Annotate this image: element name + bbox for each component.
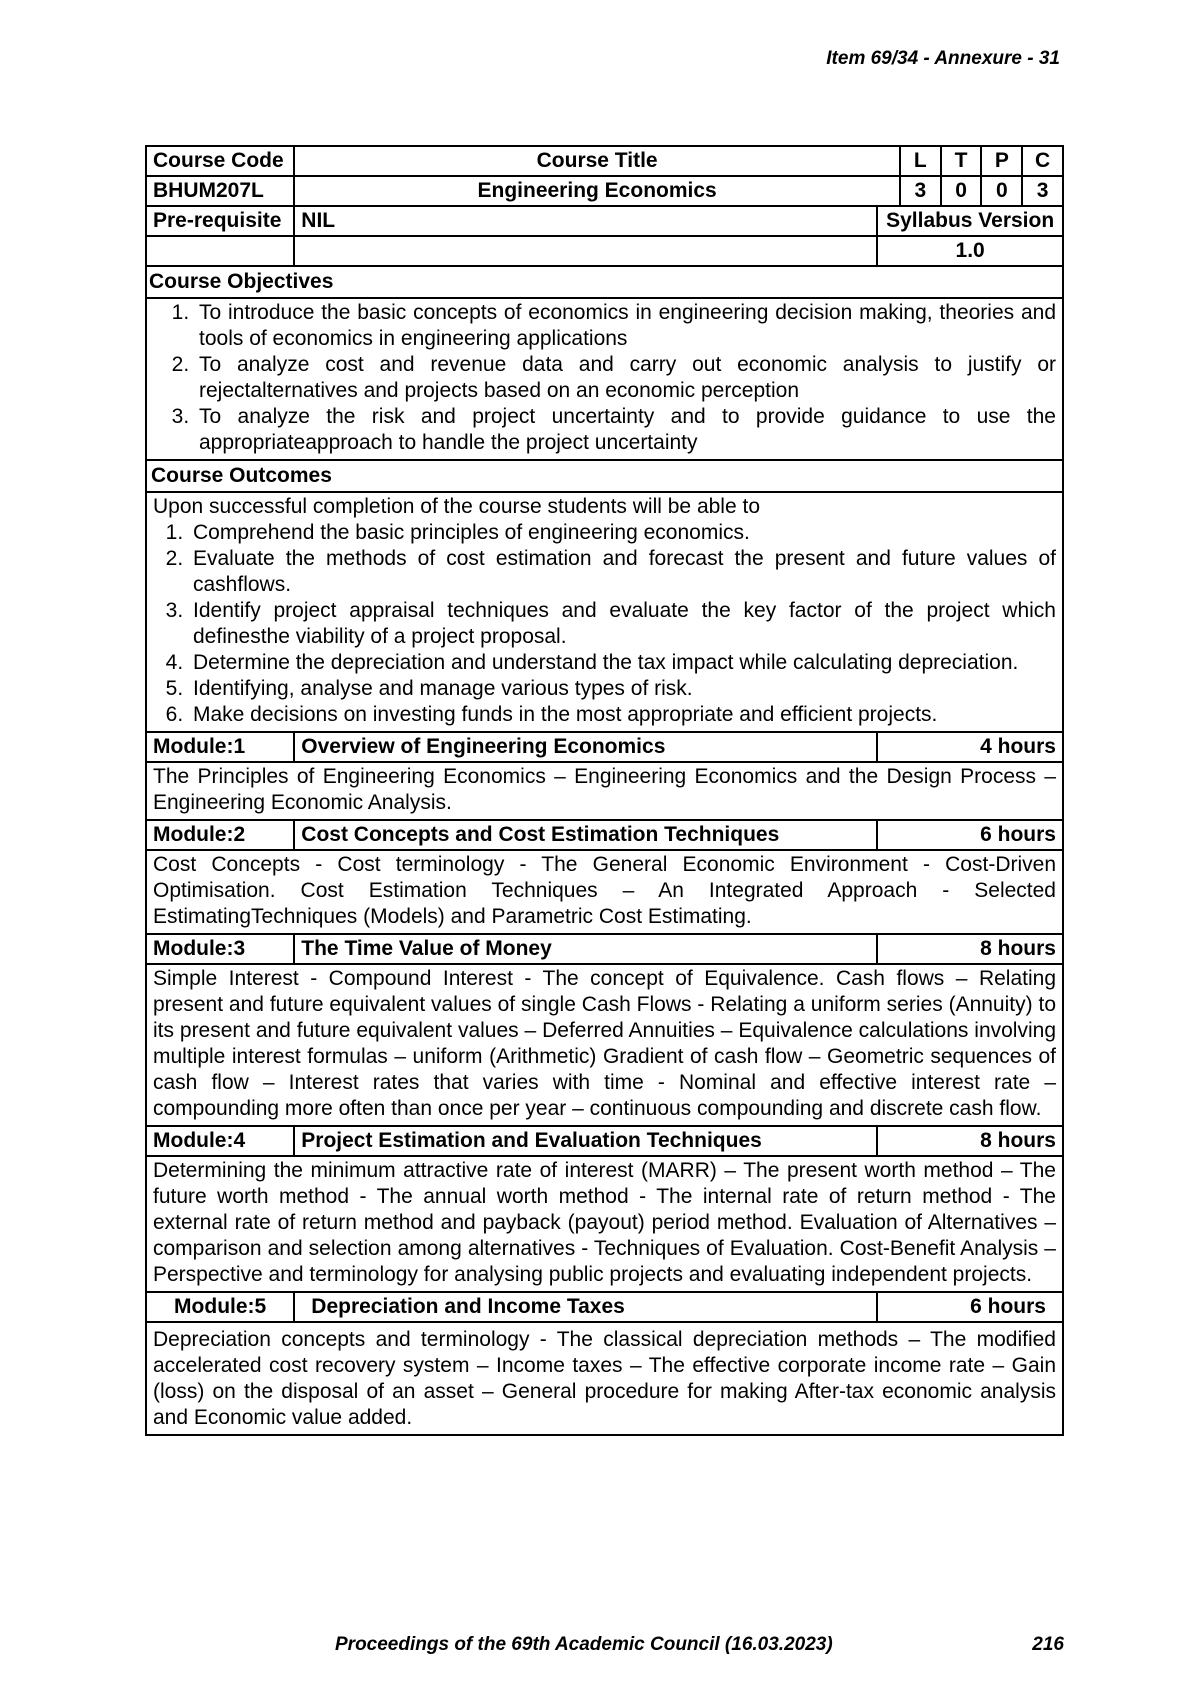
P-value: 0 [981,176,1022,206]
module-header-row [146,934,1063,964]
module-header-row [146,1292,1063,1322]
outcomes-list [153,520,1056,728]
objectives-body-row [146,298,1063,460]
prereq-value: NIL [294,206,877,236]
module-content: Depreciation concepts and terminology - The classical depreciation methods – The modified accelerated cost recovery system – Income taxes – The effective corporate income rate – Gain (loss) on the disposal of an asset – General procedure for making After-tax economic analysis and Economic value added. [146,1322,1063,1435]
module-label: Module:4 [146,1126,294,1156]
module-title: Overview of Engineering Economics [294,732,877,762]
module-label: Module:1 [146,732,294,762]
syllabus-version-label: Syllabus Version [877,206,1063,236]
module-label: Module:2 [146,820,294,850]
version-row [146,236,1063,266]
outcomes-body [146,492,1063,732]
course-code-label: Course Code [146,146,294,176]
outcomes-heading-row [146,460,1063,492]
module-body-row [146,1156,1063,1292]
outcome-item: 6. Make decisions on investing funds in the most appropriate and efficient projects. [189,702,1056,728]
module-hours: 6 hours [877,1292,1063,1322]
objective-item: 1. To introduce the basic concepts of economics in engineering decision making, theories and tools of economics in engineering applications [195,300,1056,352]
prereq-row [146,206,1063,236]
outcome-item: 1. Comprehend the basic principles of engineering economics. [189,520,1056,546]
header-item-reference: Item 69/34 - Annexure - 31 [826,48,1060,69]
outcomes-heading: Course Outcomes [146,460,1063,492]
module-title: Project Estimation and Evaluation Techniques [294,1126,877,1156]
outcome-item: 2. Evaluate the methods of cost estimation and forecast the present and future values of cashflows. [189,546,1056,598]
module-title: The Time Value of Money [294,934,877,964]
module-hours: 6 hours [877,820,1063,850]
module-title: Depreciation and Income Taxes [294,1292,877,1322]
prereq-label: Pre-requisite [146,206,294,236]
syllabus-version-value: 1.0 [877,236,1063,266]
footer-page-number: 216 [1032,1634,1064,1655]
objectives-heading-row [146,266,1063,298]
objectives-list [153,300,1056,456]
outcome-item: 4. Determine the depreciation and understand the tax impact while calculating depreciation. [189,650,1056,676]
module-body-row [146,850,1063,934]
footer-proceedings: Proceedings of the 69th Academic Council (16.03.2023) [335,1634,833,1655]
outcomes-body-row [146,492,1063,732]
course-title: Engineering Economics [294,176,900,206]
module-hours: 8 hours [877,1126,1063,1156]
module-body-row [146,762,1063,820]
C-value: 3 [1022,176,1063,206]
objectives-body [146,298,1063,460]
module-title: Cost Concepts and Cost Estimation Techniques [294,820,877,850]
T-label: T [941,146,982,176]
course-value-row [146,176,1063,206]
objectives-heading: Course Objectives [146,266,1063,298]
module-content: The Principles of Engineering Economics – Engineering Economics and the Design Process –Engineering Economic Analysis. [146,762,1063,820]
module-header-row [146,820,1063,850]
course-code: BHUM207L [146,176,294,206]
P-label: P [981,146,1022,176]
L-label: L [900,146,941,176]
objective-item: 2. To analyze cost and revenue data and carry out economic analysis to justify or rejectalternatives and projects based on an economic perception [195,352,1056,404]
L-value: 3 [900,176,941,206]
empty-cell [146,236,294,266]
module-content: Cost Concepts - Cost terminology - The General Economic Environment - Cost-Driven Optimisation. Cost Estimation Techniques – An Integrated Approach - Selected EstimatingTechniques (Models) and Parametric Cost Estimating. [146,850,1063,934]
empty-cell [294,236,877,266]
objective-item: 3. To analyze the risk and project uncertainty and to provide guidance to use the appropriateapproach to handle the project uncertainty [195,404,1056,456]
C-label: C [1022,146,1063,176]
outcomes-intro: Upon successful completion of the course students will be able to [153,495,761,518]
outcome-item: 5. Identifying, analyse and manage various types of risk. [189,676,1056,702]
course-title-label: Course Title [294,146,900,176]
module-label: Module:3 [146,934,294,964]
module-body-row [146,1322,1063,1435]
module-hours: 4 hours [877,732,1063,762]
course-header-row [146,146,1063,176]
T-value: 0 [941,176,982,206]
module-content: Determining the minimum attractive rate of interest (MARR) – The present worth method – The future worth method - The annual worth method - The internal rate of return method - The external rate of return method and payback (payout) period method. Evaluation of Alternatives – comparison and selection among alternatives - Techniques of Evaluation. Cost-Benefit Analysis – Perspective and terminology for analysing public projects and evaluating independent projects. [146,1156,1063,1292]
module-label: Module:5 [146,1292,294,1322]
syllabus-table [145,145,1064,1436]
module-hours: 8 hours [877,934,1063,964]
module-header-row [146,1126,1063,1156]
module-header-row [146,732,1063,762]
outcome-item: 3. Identify project appraisal techniques and evaluate the key factor of the project which definesthe viability of a project proposal. [189,598,1056,650]
module-content: Simple Interest - Compound Interest - The concept of Equivalence. Cash flows – Relating present and future equivalent values of single Cash Flows - Relating a uniform series (Annuity) to its present and future equivalent values – Deferred Annuities – Equivalence calculations involving multiple interest formulas – uniform (Arithmetic) Gradient of cash flow – Geometric sequences of cash flow – Interest rates that varies with time - Nominal and effective interest rate – compounding more often than once per year – continuous compounding and discrete cash flow. [146,964,1063,1126]
module-body-row [146,964,1063,1126]
